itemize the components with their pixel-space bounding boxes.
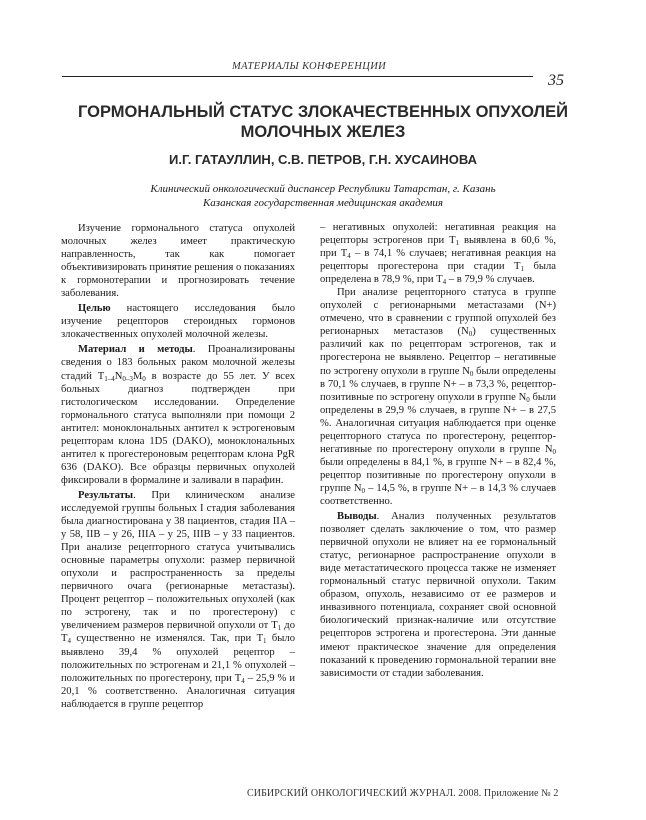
results-continued-paragraph: – негативных опухолей: негативная реакция на рецепторы эстрогенов при $T_1$ выявлена в 60,6 %, при $T_4$ – в 74,1 % случаев; негативная реакция на рецепторы прогестерона при стадии $T_1$ была определена в 78,9 %, при $T_4$ – в 79,9 % случаев. — [320, 222, 556, 287]
aim-label: Целью — [78, 303, 111, 315]
left-column — [61, 222, 295, 711]
methods-paragraph: Материал и методы. Проанализированы сведения о 183 больных раком молочной железы стадий $T_{1-4}N_{0-3}M_0$ в возрасте до 55 лет. У всех больных диагноз подтвержден при гистологическом исследовании. Определение гормонального статуса выполняли при помощи 2 антител: моноклональных антител к эстрогеновым рецепторам клона 1D5 (DAKO), моноклональных антител к прогестероновым рецепторам клона PgR 636 (DAKO). Все образцы первичных опухолей фиксировали в формалине и заливали в парафин. — [61, 344, 295, 486]
article-authors: И.Г. ГАТАУЛЛИН, С.В. ПЕТРОВ, Г.Н. ХУСАИНОВА — [169, 152, 477, 167]
affiliation-1: Клинический онкологический диспансер Республики Татарстан, г. Казань — [150, 183, 496, 195]
results-label: Результаты — [78, 489, 134, 501]
header-rule — [62, 76, 533, 77]
affiliations — [40, 183, 606, 210]
conclusions-paragraph: Выводы. Анализ полученных результатов позволяет сделать заключение о том, что размер первичной опухоли не влияет на ее гормональный статус, регионарное распространение опухоли в виде метастатического процесса также не изменяет гормональный статус первичной опухоли. Таким образом, опухоль, независимо от ее размеров и инвазивного потенциала, сохраняет свой основной биологический признак-наличие или отсутствие рецепторов эстрогена и прогестерона. Эти данные имеют практическое значение для определения показаний к проведению гормональной терапии вне зависимости от стадии заболевания. — [320, 511, 556, 679]
journal-footer: СИБИРСКИЙ ОНКОЛОГИЧЕСКИЙ ЖУРНАЛ. 2008. Приложение № 2 — [247, 788, 559, 799]
results-paragraph: Результаты. При клиническом анализе исследуемой группы больных I стадия заболевания была диагностирована у 38 пациентов, стадия IIA – у 58, IIB – у 26, IIIA – у 25, IIIB – у 33 пациентов. При анализе рецепторного статуса учитывались основные параметры опухоли: размер первичной опухоли и распространенность за пределы первичного очага (регионарные метастазы). Процент рецептор – положительных опухолей (как по эстрогену, так и по прогестерону) с увеличением размеров первичной опухоли от $T_1$ до $T_4$ существенно не изменялся. Так, при $T_1$ было выявлено 39,4 % опухолей рецептор – положительных по эстрогенам и 21,1 % опухолей – положительных по прогестерону, при $T_4 - 25,9$ % и 20,1 % соответственно. Аналогичная ситуация наблюдается в группе рецептор — [61, 489, 295, 710]
running-header: МАТЕРИАЛЫ КОНФЕРЕНЦИИ — [232, 61, 387, 72]
page-number: 35 — [548, 72, 564, 89]
conclusions-label: Выводы — [337, 511, 377, 523]
aim-paragraph: Целью настоящего исследования было изучение рецепторов стероидных гормонов злокачественных опухолей молочной железы. — [61, 303, 295, 341]
title-line-1: ГОРМОНАЛЬНЫЙ СТАТУС ЗЛОКАЧЕСТВЕННЫХ ОПУХОЛЕЙ — [78, 103, 568, 121]
right-column — [320, 221, 556, 680]
intro-paragraph: Изучение гормонального статуса опухолей молочных желез имеет практическую направленность, так как помогает объективизировать принятие решения о показаниях к гормонотерапии и прогнозировать течение заболевания. — [61, 223, 295, 300]
article-title — [40, 102, 606, 142]
methods-label: Материал и методы — [78, 344, 193, 356]
affiliation-2: Казанская государственная медицинская академия — [202, 196, 444, 209]
title-line-2: МОЛОЧНЫХ ЖЕЛЕЗ — [240, 123, 406, 141]
nodes-paragraph: При анализе рецепторного статуса в группе опухолей с регионарными метастазами (N+) отмечено, что в сравнении с группой опухолей без регионарных метастазов $(N_0)$ существенных различий как по рецепторам эстрогенов, так и прогестерона не выявлено. Рецептор – негативные по эстрогену опухоли в группе $N_0$ были определены в 70,1 % случаев, в группе N+ – в 73,3 %, рецептор-позитивные по эстрогену опухоли в группе $N_0$ были определены в 29,9 % случаев, в группе N+ – в 27,5 %. Аналогичная ситуация наблюдается при оценке рецепторного статуса по прогестерону, рецептор-негативные по прогестерону опухоли в группе $N_0$ были определены в 84,1 %, в группе N+ – в 82,4 %, рецептор позитивные по прогестерону опухоли в группе $N_0 - 14,5$ %, в группе N+ – в 14,3 % случаев соответственно. — [320, 287, 557, 507]
